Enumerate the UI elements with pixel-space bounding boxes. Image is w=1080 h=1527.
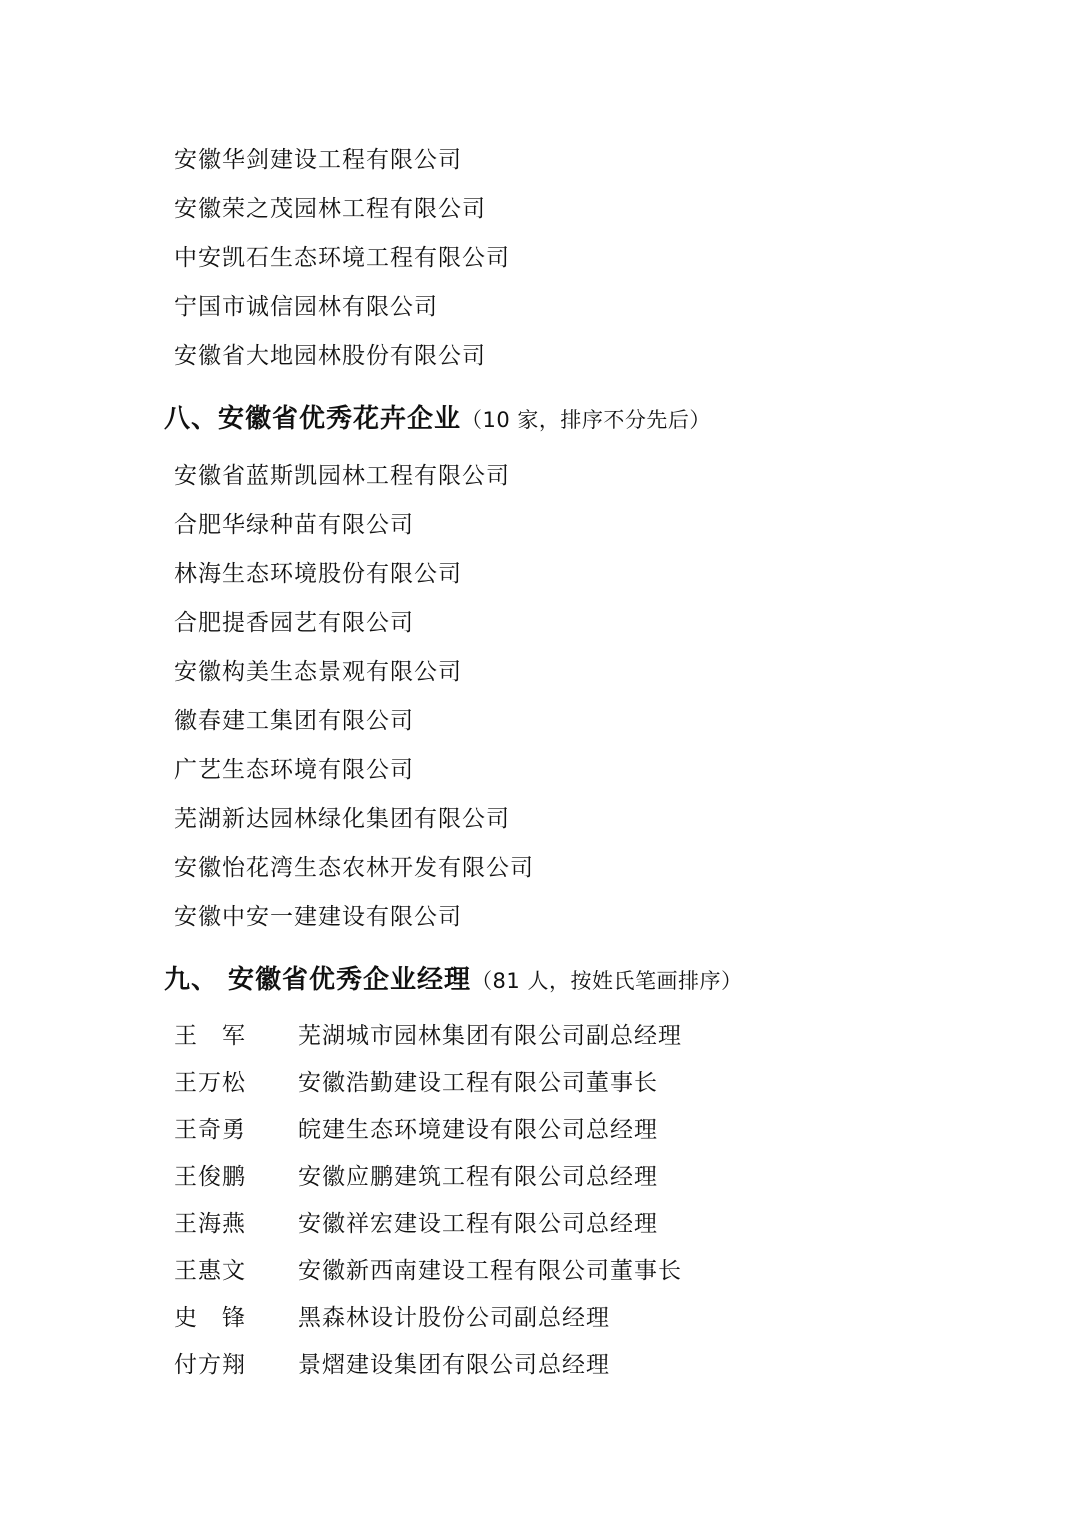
manager-title: 安徽新西南建设工程有限公司董事长 xyxy=(298,1258,682,1284)
company-line: 安徽荣之茂园林工程有限公司 xyxy=(174,196,486,222)
manager-title: 景熠建设集团有限公司总经理 xyxy=(298,1352,610,1378)
manager-title: 安徽应鹏建筑工程有限公司总经理 xyxy=(298,1164,658,1190)
company-line: 安徽构美生态景观有限公司 xyxy=(174,659,462,685)
company-line: 合肥华绿种苗有限公司 xyxy=(174,512,414,538)
manager-title: 安徽浩勤建设工程有限公司董事长 xyxy=(298,1070,658,1096)
section-heading-9 xyxy=(164,962,742,1001)
section-note: （81 人，按姓氏笔画排序） xyxy=(471,969,743,993)
manager-name: 王俊鹏 xyxy=(174,1164,246,1190)
section-heading-8 xyxy=(164,401,711,440)
manager-title: 安徽祥宏建设工程有限公司总经理 xyxy=(298,1211,658,1237)
manager-name: 史 锋 xyxy=(174,1305,246,1331)
manager-title: 芜湖城市园林集团有限公司副总经理 xyxy=(298,1023,682,1049)
company-line: 林海生态环境股份有限公司 xyxy=(174,561,462,587)
company-line: 中安凯石生态环境工程有限公司 xyxy=(174,245,510,271)
manager-name: 王奇勇 xyxy=(174,1117,246,1143)
section-note: （10 家，排序不分先后） xyxy=(461,408,711,432)
company-line: 广艺生态环境有限公司 xyxy=(174,757,414,783)
manager-title: 皖建生态环境建设有限公司总经理 xyxy=(298,1117,658,1143)
company-line: 安徽省大地园林股份有限公司 xyxy=(174,343,486,369)
manager-name: 王万松 xyxy=(174,1070,246,1096)
manager-name: 王 军 xyxy=(174,1023,246,1049)
section-title: 九、 安徽省优秀企业经理 xyxy=(164,965,472,995)
manager-name: 王海燕 xyxy=(174,1211,246,1237)
manager-title: 黑森林设计股份公司副总经理 xyxy=(298,1305,610,1331)
company-line: 宁国市诚信园林有限公司 xyxy=(174,294,438,320)
company-line: 芜湖新达园林绿化集团有限公司 xyxy=(174,806,510,832)
section-title: 八、安徽省优秀花卉企业 xyxy=(164,404,462,434)
manager-name: 付方翔 xyxy=(174,1352,246,1378)
company-line: 安徽华剑建设工程有限公司 xyxy=(174,147,462,173)
company-line: 安徽怡花湾生态农林开发有限公司 xyxy=(174,855,534,881)
company-line: 徽春建工集团有限公司 xyxy=(174,708,414,734)
company-line: 安徽省蓝斯凯园林工程有限公司 xyxy=(174,463,510,489)
manager-name: 王惠文 xyxy=(174,1258,246,1284)
company-line: 合肥提香园艺有限公司 xyxy=(174,610,414,636)
company-line: 安徽中安一建建设有限公司 xyxy=(174,904,462,930)
